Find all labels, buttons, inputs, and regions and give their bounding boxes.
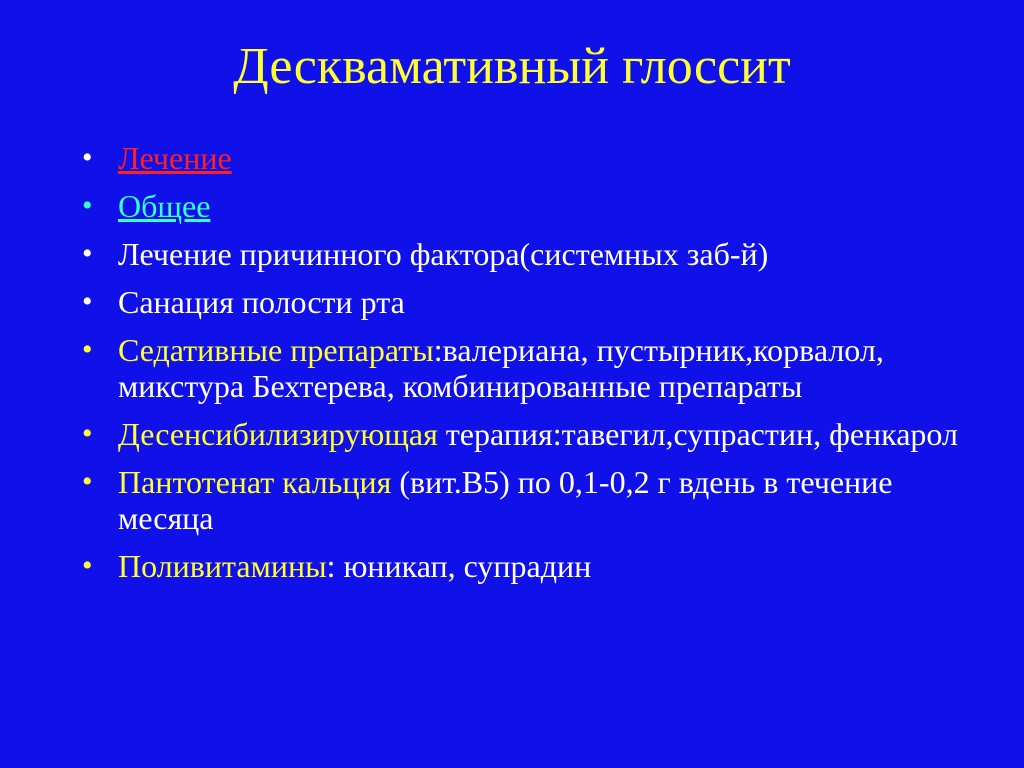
slide-title: Десквамативный глоссит: [233, 38, 791, 95]
list-item: [80, 416, 960, 452]
list-item: [80, 284, 960, 320]
list-item: [80, 188, 960, 224]
list-item: [80, 464, 960, 536]
list-item: [80, 236, 960, 272]
list-item-text: (вит.В5) по 0,1-0,2 г вдень в течение месяца: [118, 464, 893, 536]
list-item-text: : юникап, супрадин: [326, 548, 592, 584]
list-item-label: Поливитамины: [118, 548, 327, 584]
bullet-icon: •: [82, 333, 93, 366]
bullet-icon: •: [82, 549, 93, 582]
list-item: [80, 140, 960, 176]
bullet-icon: •: [82, 465, 93, 498]
list-item-text: терапия:тавегил,супрастин, фенкарол: [437, 416, 958, 452]
bullet-list: [80, 140, 960, 596]
list-item-text: Санация полости рта: [118, 284, 405, 320]
list-item-label: Пантотенат кальция: [118, 464, 392, 500]
list-item: [80, 548, 960, 584]
bullet-icon: •: [82, 285, 93, 318]
bullet-icon: •: [82, 417, 93, 450]
general-subheading: Общее: [118, 188, 211, 224]
bullet-icon: •: [82, 237, 93, 270]
list-item-label: Десенсибилизирующая: [118, 416, 438, 452]
list-item-label: Седативные препараты: [118, 332, 434, 368]
list-item: [80, 332, 960, 404]
bullet-icon: •: [82, 189, 93, 222]
list-item-text: :валериана, пустырник,корвалол, микстура Бехтерева, комбинированные препараты: [118, 332, 884, 404]
bullet-icon: •: [82, 141, 93, 174]
treatment-heading: Лечение: [118, 140, 232, 176]
list-item-text: Лечение причинного фактора(системных заб-й): [118, 236, 769, 272]
